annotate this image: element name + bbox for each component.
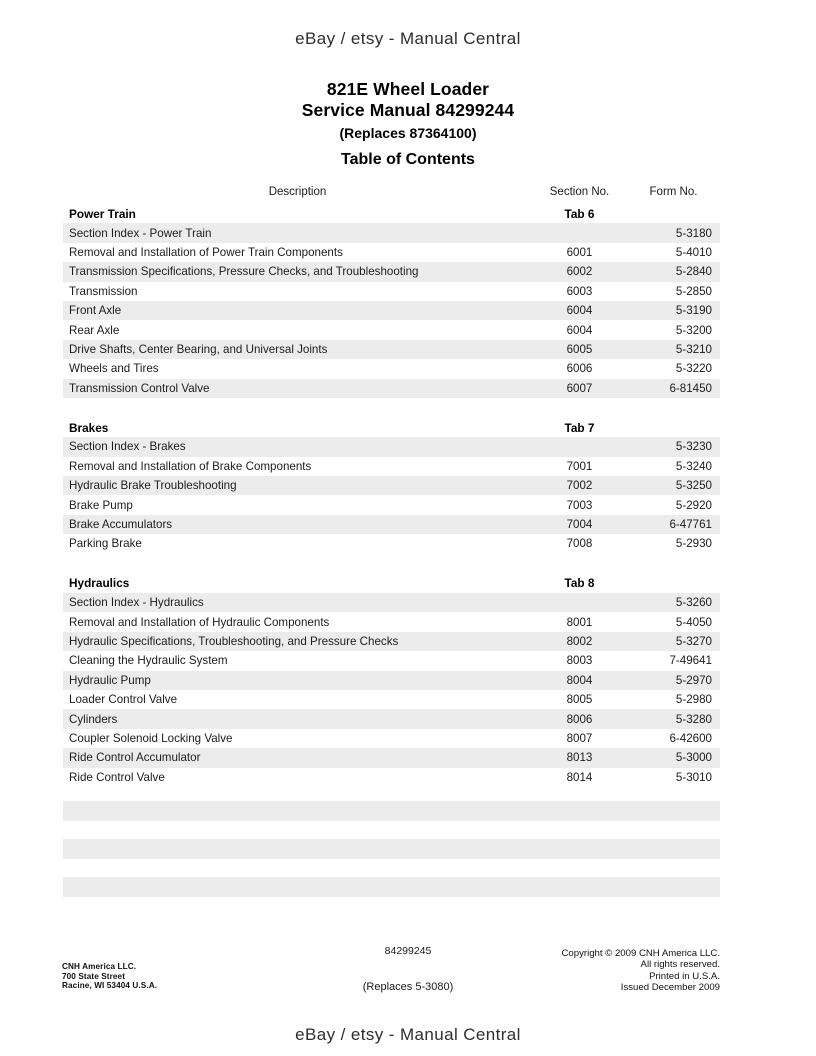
manual-title-line-2: Service Manual 84299244 [301,100,515,120]
watermark-bottom: eBay / etsy - Manual Central [295,1025,521,1044]
table-row[interactable] [63,282,720,301]
copyright-line: Printed in U.S.A. [649,970,720,982]
row-description: Parking Brake [69,537,142,551]
table-row[interactable] [63,690,720,709]
table-row[interactable] [63,340,720,359]
row-section-no: 7004 [566,518,593,532]
manual-title-line-1: 821E Wheel Loader [326,79,490,99]
row-form-no: 6-42600 [669,731,712,745]
row-section-no: 7001 [566,459,593,473]
table-row[interactable] [63,243,720,262]
row-section-no: 6005 [566,342,593,356]
row-section-no: 8014 [566,770,593,784]
row-section-no: 8004 [566,673,593,687]
section-tab: Tab 7 [564,420,595,435]
row-form-no: 6-47761 [669,518,712,532]
row-description: Loader Control Valve [69,693,178,707]
row-form-no: 6-81450 [669,381,712,395]
row-form-no: 5-3190 [675,304,712,318]
watermark-top: eBay / etsy - Manual Central [295,29,521,48]
row-form-no: 5-2840 [675,265,712,279]
row-section-no: 8001 [566,615,593,629]
toc-section [63,204,720,398]
row-section-no: 7003 [566,498,593,512]
row-section-no: 6004 [566,304,593,318]
row-form-no: 7-49641 [669,654,712,668]
row-form-no: 5-3000 [675,751,712,765]
table-row[interactable] [63,359,720,378]
row-form-no: 5-2980 [675,693,712,707]
table-row[interactable] [63,495,720,514]
footer-replaces-note: (Replaces 5-3080) [362,981,454,993]
row-description: Brake Accumulators [69,518,173,532]
table-row[interactable] [63,262,720,281]
address-line: 700 State Street [62,971,126,981]
table-row[interactable] [63,437,720,456]
table-row[interactable] [63,748,720,767]
section-name: Power Train [69,206,136,221]
row-form-no: 5-2850 [675,284,712,298]
row-section-no: 8007 [566,731,593,745]
table-row[interactable] [63,671,720,690]
row-section-no: 8003 [566,654,593,668]
empty-band [63,839,720,859]
column-header-description: Description [268,186,327,198]
section-name: Hydraulics [69,576,130,591]
table-row[interactable] [63,709,720,728]
copyright-line: Issued December 2009 [620,982,720,994]
section-name: Brakes [69,420,109,435]
row-description: Drive Shafts, Center Bearing, and Universal Joints [69,342,328,356]
row-form-no: 5-3230 [675,440,712,454]
section-tab: Tab 6 [564,206,595,221]
table-row[interactable] [63,729,720,748]
row-form-no: 5-3180 [675,226,712,240]
row-form-no: 5-2920 [675,498,712,512]
row-form-no: 5-3010 [675,770,712,784]
section-header-row [63,418,720,437]
row-section-no: 6006 [566,362,593,376]
table-row[interactable] [63,768,720,787]
table-row[interactable] [63,301,720,320]
row-description: Transmission Specifications, Pressure Checks, and Troubleshooting [69,265,419,279]
manual-replaces-note: (Replaces 87364100) [339,125,477,141]
row-description: Hydraulic Pump [69,673,151,687]
row-description: Section Index - Brakes [69,440,186,454]
table-row[interactable] [63,632,720,651]
row-form-no: 5-3260 [675,596,712,610]
row-section-no: 8013 [566,751,593,765]
row-form-no: 5-4050 [675,615,712,629]
title-block [0,79,816,143]
row-form-no: 5-4010 [675,245,712,259]
row-section-no: 7008 [566,537,593,551]
row-description: Section Index - Hydraulics [69,596,204,610]
sections-container [63,204,720,787]
row-description: Transmission [69,284,138,298]
row-form-no: 5-3240 [675,459,712,473]
row-description: Ride Control Valve [69,770,165,784]
copyright-line: Copyright © 2009 CNH America LLC. [561,948,720,959]
row-form-no: 5-2970 [675,673,712,687]
row-form-no: 5-3220 [675,362,712,376]
row-description: Rear Axle [69,323,120,337]
row-description: Transmission Control Valve [69,381,210,395]
company-address [62,962,157,991]
footer-page-number: 84299245 [384,945,432,957]
table-row[interactable] [63,476,720,495]
section-gap [63,554,720,574]
row-form-no: 5-2930 [675,537,712,551]
table-row[interactable] [63,320,720,339]
row-form-no: 5-3200 [675,323,712,337]
row-description: Removal and Installation of Hydraulic Components [69,615,330,629]
section-tab: Tab 8 [564,576,595,591]
row-description: Coupler Solenoid Locking Valve [69,731,233,745]
section-header-row [63,574,720,593]
column-header-section-no: Section No. [549,186,610,198]
row-description: Brake Pump [69,498,133,512]
row-form-no: 5-3210 [675,342,712,356]
table-of-contents-table [63,186,720,787]
row-description: Front Axle [69,304,122,318]
row-section-no: 6007 [566,381,593,395]
row-form-no: 5-3270 [675,635,712,648]
row-description: Removal and Installation of Brake Components [69,459,312,473]
empty-band [63,801,720,821]
table-row[interactable] [63,379,720,398]
row-description: Hydraulic Specifications, Troubleshooting, and Pressure Checks [69,635,399,648]
row-description: Wheels and Tires [69,362,159,376]
section-header-row [63,204,720,223]
empty-band-gap [63,859,720,877]
row-form-no: 5-3280 [675,712,712,726]
copyright-line: All rights reserved. [640,959,720,971]
row-section-no: 6004 [566,323,593,337]
table-row[interactable] [63,457,720,476]
row-section-no: 6001 [566,245,593,259]
address-line: Racine, WI 53404 U.S.A. [62,981,158,991]
section-gap [63,398,720,418]
toc-section [63,418,720,554]
address-line: CNH America LLC. [62,962,137,971]
table-row[interactable] [63,534,720,553]
row-section-no: 8005 [566,693,593,707]
copyright-notice [561,948,720,994]
row-description: Cleaning the Hydraulic System [69,654,228,668]
row-description: Ride Control Accumulator [69,751,201,765]
table-row[interactable] [63,515,720,534]
empty-bands [63,801,720,897]
row-description: Removal and Installation of Power Train Components [69,245,343,259]
row-description: Hydraulic Brake Troubleshooting [69,479,237,493]
row-section-no: 8006 [566,712,593,726]
empty-band-gap [63,821,720,839]
row-description: Section Index - Power Train [69,226,212,240]
table-row[interactable] [63,223,720,242]
row-form-no: 5-3250 [675,479,712,493]
empty-band [63,877,720,897]
column-header-row [63,186,720,204]
table-row[interactable] [63,593,720,612]
toc-section [63,574,720,787]
column-header-form-no: Form No. [649,186,698,198]
row-section-no: 7002 [566,479,593,493]
row-description: Cylinders [69,712,118,726]
row-section-no: 6003 [566,284,593,298]
table-of-contents-heading: Table of Contents [341,151,475,168]
table-row[interactable] [63,612,720,631]
table-row[interactable] [63,651,720,670]
row-section-no: 8002 [566,635,593,648]
row-section-no: 6002 [566,265,593,279]
